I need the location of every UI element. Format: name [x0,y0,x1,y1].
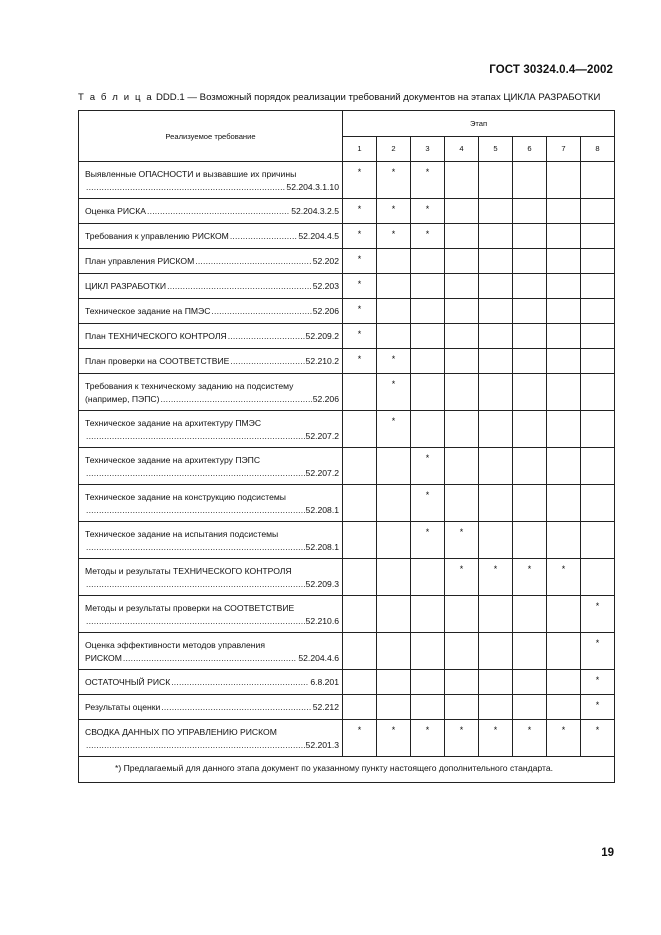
stage-mark-cell: * [479,559,513,596]
stage-mark-cell [377,670,411,695]
stage-mark-cell [581,324,615,349]
leader-dots [230,355,304,368]
stage-mark-cell: * [547,720,581,757]
clause-reference: 52.202 [312,256,339,266]
table-row [79,224,615,249]
table-row [79,720,615,757]
caption-prefix: Т а б л и ц а [78,92,154,103]
leader-dots [86,467,305,480]
stage-mark-cell [343,374,377,411]
stage-mark-cell [513,324,547,349]
stage-mark-cell [445,695,479,720]
requirement-text: СВОДКА ДАННЫХ ПО УПРАВЛЕНИЮ РИСКОМ [85,726,277,737]
requirement-line [85,639,339,652]
stage-mark-cell [411,299,445,324]
stage-mark-cell [581,249,615,274]
stage-mark-cell [377,695,411,720]
leader-dots [86,541,305,554]
stage-mark-cell [377,485,411,522]
page-number: 19 [601,847,614,859]
requirement-line [85,454,339,467]
stage-mark-cell [513,485,547,522]
requirement-line [85,565,339,578]
stage-mark-cell: * [411,448,445,485]
stage-mark-cell [479,374,513,411]
stage-mark-cell [343,411,377,448]
leader-dots [167,280,312,293]
stage-mark-cell [479,249,513,274]
stage-mark-cell [547,670,581,695]
stage-mark-cell [445,633,479,670]
leader-dots [147,205,290,218]
stage-mark-cell: * [343,199,377,224]
stage-mark-cell [581,411,615,448]
stage-mark-cell: * [411,199,445,224]
stage-mark-cell: * [581,695,615,720]
clause-reference: 52.207.2 [305,430,339,441]
requirement-cell [79,596,343,633]
leader-dots [195,255,311,268]
stage-mark-cell: * [343,324,377,349]
requirement-cell [79,374,343,411]
stage-mark-cell [547,349,581,374]
stage-mark-cell [343,695,377,720]
stage-mark-cell: * [377,374,411,411]
table-row [79,299,615,324]
requirement-column-header: Реализуемое требование [79,111,343,162]
table-row [79,324,615,349]
table-row [79,249,615,274]
stage-mark-cell [547,274,581,299]
requirement-text: ОСТАТОЧНЫЙ РИСК [85,677,171,687]
stage-mark-cell: * [581,720,615,757]
stage-mark-cell: * [445,559,479,596]
stage-mark-cell: * [343,224,377,249]
stage-mark-cell [479,299,513,324]
stage-mark-cell: * [411,522,445,559]
stage-mark-cell [377,596,411,633]
stage-mark-cell: * [343,249,377,274]
stage-mark-cell [445,299,479,324]
table-row [79,374,615,411]
stage-mark-cell [479,224,513,249]
requirement-line [85,417,339,430]
requirement-line [85,578,339,591]
stage-mark-cell: * [343,720,377,757]
requirement-text: План управления РИСКОМ [85,256,195,266]
requirement-cell [79,324,343,349]
stage-mark-cell [377,274,411,299]
leader-dots [86,504,305,517]
stage-mark-cell [445,411,479,448]
stage-mark-cell [479,199,513,224]
requirement-cell [79,274,343,299]
stage-number: 1 [343,136,377,162]
clause-reference: 52.204.3.1.10 [286,181,339,192]
stage-mark-cell [411,670,445,695]
table-row [79,162,615,199]
requirement-line [85,701,339,714]
stage-number: 4 [445,136,479,162]
stage-mark-cell [445,448,479,485]
stage-mark-cell [479,448,513,485]
stage-mark-cell [411,349,445,374]
requirement-cell [79,695,343,720]
table-row [79,522,615,559]
requirement-text: План проверки на СООТВЕТСТВИЕ [85,356,230,366]
stage-mark-cell [513,274,547,299]
stage-mark-cell: * [513,559,547,596]
stage-mark-cell: * [411,720,445,757]
stage-number: 3 [411,136,445,162]
leader-dots [86,181,285,194]
stage-mark-cell [377,324,411,349]
requirement-line [85,652,339,665]
stage-mark-cell: * [445,720,479,757]
requirement-text: Техническое задание на архитектуру ПМЭС [85,417,262,428]
requirement-line [85,280,339,293]
stage-mark-cell [411,633,445,670]
requirement-cell [79,522,343,559]
stage-mark-cell [547,596,581,633]
stage-mark-cell [581,559,615,596]
stage-mark-cell [445,224,479,249]
stage-number: 2 [377,136,411,162]
clause-reference: 52.204.4.6 [298,652,339,663]
stage-mark-cell: * [479,720,513,757]
requirement-line [85,330,339,343]
requirement-line [85,355,339,368]
stage-mark-cell [513,199,547,224]
clause-reference: 52.203 [312,281,339,291]
stage-mark-cell [445,374,479,411]
stage-mark-cell [513,224,547,249]
stage-mark-cell [581,448,615,485]
table-row [79,695,615,720]
requirement-line [85,491,339,504]
table-footnote [79,757,615,783]
stage-mark-cell [445,349,479,374]
table-row [79,411,615,448]
requirement-text: Техническое задание на ПМЭС [85,306,211,316]
stage-mark-cell [513,596,547,633]
stage-mark-cell [377,522,411,559]
stage-mark-cell [445,670,479,695]
stage-mark-cell [445,485,479,522]
stage-mark-cell [513,522,547,559]
requirement-cell [79,559,343,596]
stage-mark-cell [581,299,615,324]
table-row [79,485,615,522]
stage-mark-cell [479,670,513,695]
table-row [79,448,615,485]
stage-mark-cell: * [581,596,615,633]
stage-mark-cell [479,162,513,199]
leader-dots [171,676,309,689]
table-row [79,199,615,224]
stage-mark-cell: * [547,559,581,596]
requirement-text: Оценка РИСКА [85,206,147,216]
stage-mark-cell [513,349,547,374]
stage-mark-cell [343,670,377,695]
stage-mark-cell [479,522,513,559]
stage-mark-cell [377,448,411,485]
stage-mark-cell [377,299,411,324]
stage-mark-cell: * [411,224,445,249]
requirement-line [85,305,339,318]
requirement-line [85,541,339,554]
stage-mark-cell [547,448,581,485]
stage-mark-cell: * [377,199,411,224]
stage-mark-cell [581,199,615,224]
stage-mark-cell [513,411,547,448]
requirement-line [85,430,339,443]
stage-mark-cell [547,324,581,349]
stage-mark-cell: * [343,162,377,199]
footnote-text: *) Предлагаемый для данного этапа документ по указанному пункту настоящего дополнительного стандарта. [115,763,553,773]
requirement-text: Техническое задание на архитектуру ПЭПС [85,454,261,465]
requirement-cell [79,299,343,324]
stage-mark-cell: * [377,162,411,199]
leader-dots [211,305,311,318]
stage-mark-cell: * [377,224,411,249]
requirement-text: Требования к управлению РИСКОМ [85,231,229,241]
requirement-text: Результаты оценки [85,702,161,712]
requirement-cell [79,224,343,249]
requirement-cell [79,485,343,522]
stage-mark-cell [479,274,513,299]
stage-mark-cell [547,485,581,522]
stage-mark-cell [513,670,547,695]
stage-mark-cell [513,249,547,274]
stage-mark-cell: * [513,720,547,757]
stage-mark-cell [343,485,377,522]
stage-mark-cell [411,374,445,411]
requirement-text: Оценка эффективности методов управления [85,639,266,650]
requirements-table [78,110,615,783]
stage-number: 6 [513,136,547,162]
requirement-text: План ТЕХНИЧЕСКОГО КОНТРОЛЯ [85,331,227,341]
clause-reference: 52.206 [312,306,339,316]
stage-mark-cell [479,695,513,720]
stage-mark-cell [581,374,615,411]
table-row [79,670,615,695]
stage-mark-cell [547,374,581,411]
clause-reference: 52.212 [312,702,339,712]
requirement-line [85,255,339,268]
stage-mark-cell: * [445,522,479,559]
leader-dots [161,701,311,714]
stage-mark-cell [411,559,445,596]
requirement-line [85,467,339,480]
stage-mark-cell [479,324,513,349]
stage-mark-cell [581,162,615,199]
stage-mark-cell [343,596,377,633]
table-row [79,349,615,374]
stage-mark-cell: * [343,274,377,299]
stage-mark-cell [411,695,445,720]
stage-mark-cell [343,559,377,596]
stage-mark-cell [547,522,581,559]
requirement-line [85,230,339,243]
standard-header: ГОСТ 30324.0.4—2002 [489,64,613,76]
stage-mark-cell [513,448,547,485]
stage-mark-cell [581,522,615,559]
stage-mark-cell [445,162,479,199]
clause-reference: 52.209.2 [305,331,339,341]
stage-mark-cell [411,324,445,349]
requirement-line [85,205,339,218]
clause-reference: 52.208.1 [305,541,339,552]
requirement-line [85,602,339,615]
stage-mark-cell [513,374,547,411]
clause-reference: 52.201.3 [305,739,339,750]
requirement-cell [79,720,343,757]
clause-reference: 52.207.2 [305,467,339,478]
requirement-line [85,726,339,739]
stage-mark-cell: * [377,720,411,757]
stage-number: 8 [581,136,615,162]
stage-mark-cell [479,596,513,633]
stage-mark-cell [513,695,547,720]
stage-number: 7 [547,136,581,162]
requirement-line [85,615,339,628]
stage-mark-cell [581,224,615,249]
table-caption [78,92,618,103]
table-row [79,274,615,299]
stage-mark-cell [343,448,377,485]
requirement-line [85,676,339,689]
stage-mark-cell [581,274,615,299]
stage-mark-cell [411,249,445,274]
stage-mark-cell [377,249,411,274]
requirement-line [85,739,339,752]
table-row [79,559,615,596]
table-row [79,633,615,670]
stage-mark-cell: * [581,633,615,670]
clause-reference: 52.204.3.2.5 [291,206,339,216]
leader-dots [86,615,305,628]
clause-reference: 52.209.3 [305,578,339,589]
stage-mark-cell: * [377,349,411,374]
leader-dots [123,652,298,665]
stage-mark-cell [581,349,615,374]
requirement-cell [79,199,343,224]
clause-reference: 52.206 [312,393,339,404]
table-row [79,596,615,633]
requirement-cell [79,411,343,448]
requirement-text: Техническое задание на конструкцию подсистемы [85,491,286,502]
requirement-cell [79,670,343,695]
leader-dots [230,230,298,243]
stage-column-header: Этап [343,111,615,137]
leader-dots [228,330,305,343]
requirement-text: Выявленные ОПАСНОСТИ и вызвавшие их причины [85,168,297,179]
leader-dots [86,430,305,443]
requirement-cell [79,249,343,274]
stage-mark-cell [547,224,581,249]
stage-mark-cell [445,596,479,633]
stage-mark-cell [547,199,581,224]
stage-mark-cell [479,485,513,522]
stage-mark-cell [377,559,411,596]
stage-mark-cell: * [411,485,445,522]
stage-mark-cell [445,199,479,224]
stage-mark-cell [547,633,581,670]
requirement-line [85,528,339,541]
stage-mark-cell: * [581,670,615,695]
stage-mark-cell [343,522,377,559]
leader-dots [86,739,305,752]
stage-mark-cell: * [343,299,377,324]
stage-mark-cell [445,324,479,349]
stage-mark-cell [343,633,377,670]
stage-mark-cell [479,349,513,374]
stage-mark-cell [445,274,479,299]
requirement-cell [79,448,343,485]
requirement-text: РИСКОМ [85,652,122,663]
requirement-cell [79,162,343,199]
requirement-line [85,380,339,393]
requirement-text: ЦИКЛ РАЗРАБОТКИ [85,281,167,291]
clause-reference: 52.204.4.5 [298,231,339,241]
stage-mark-cell: * [411,162,445,199]
stage-mark-cell [513,633,547,670]
caption-text: DDD.1 — Возможный порядок реализации требований документов на этапах ЦИКЛА РАЗРАБОТКИ [155,92,601,103]
requirement-line [85,504,339,517]
stage-mark-cell [479,411,513,448]
stage-mark-cell [377,633,411,670]
requirements-table-body [79,162,615,757]
stage-number: 5 [479,136,513,162]
requirement-cell [79,349,343,374]
stage-mark-cell [547,299,581,324]
stage-mark-cell: * [343,349,377,374]
leader-dots [86,578,305,591]
requirement-line [85,181,339,194]
clause-reference: 6.8.201 [310,677,339,687]
requirement-cell [79,633,343,670]
requirement-line [85,393,339,406]
stage-mark-cell [547,162,581,199]
stage-mark-cell [411,274,445,299]
requirement-text: Требования к техническому заданию на подсистему [85,380,294,391]
stage-mark-cell [411,596,445,633]
stage-mark-cell [547,411,581,448]
stage-mark-cell [411,411,445,448]
clause-reference: 52.208.1 [305,504,339,515]
stage-mark-cell: * [377,411,411,448]
requirement-text: Методы и результаты ТЕХНИЧЕСКОГО КОНТРОЛЯ [85,565,292,576]
requirement-text: Техническое задание на испытания подсистемы [85,528,279,539]
stage-mark-cell [581,485,615,522]
stage-mark-cell [445,249,479,274]
leader-dots [160,393,311,406]
stage-mark-cell [513,162,547,199]
stage-mark-cell [479,633,513,670]
requirement-text: (например, ПЭПС) [85,393,160,404]
clause-reference: 52.210.2 [305,356,339,366]
stage-mark-cell [547,249,581,274]
stage-mark-cell [547,695,581,720]
requirement-text: Методы и результаты проверки на СООТВЕТСТВИЕ [85,602,295,613]
stage-mark-cell [513,299,547,324]
requirement-line [85,168,339,181]
clause-reference: 52.210.6 [305,615,339,626]
